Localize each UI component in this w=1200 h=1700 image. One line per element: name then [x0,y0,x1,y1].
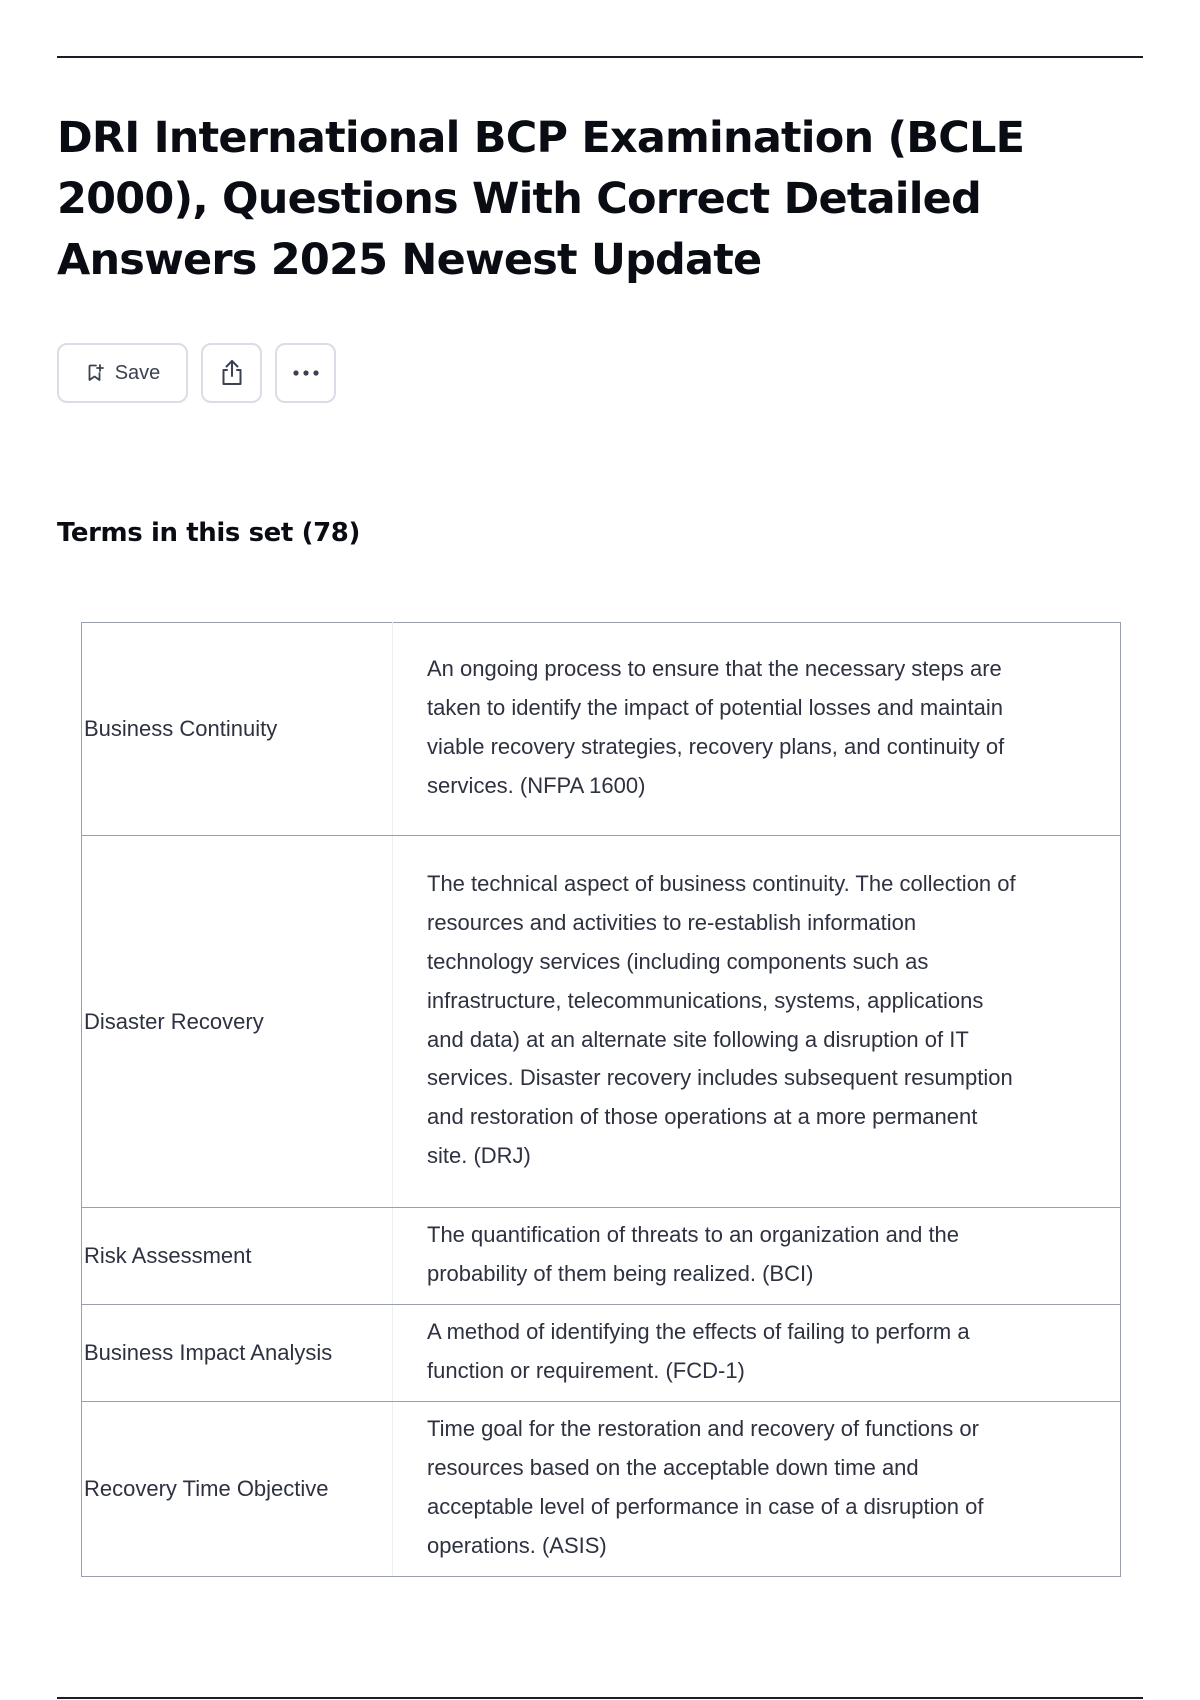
more-options-button[interactable] [275,343,336,403]
table-row [82,623,1121,836]
table-row [82,1402,1121,1577]
term-cell: Disaster Recovery [82,836,393,1208]
more-icon [292,369,320,377]
definition-cell: A method of identifying the effects of failing to perform a function or requirement. (FCD-1) [393,1305,1121,1402]
save-label: Save [114,361,161,384]
terms-heading: Terms in this set (78) [57,518,360,548]
term-cell: Risk Assessment [82,1208,393,1305]
share-icon [218,358,246,388]
term-cell: Business Continuity [82,623,393,836]
save-button[interactable] [57,343,188,403]
definition-cell: The technical aspect of business continuity. The collection of resources and activities to re-establish information technology services (including components such as infrastructure, telecommunications, systems, applications and data) at an alternate site following a disruption of IT services. Disaster recovery includes subsequent resumption and restoration of those operations at a more permanent site. (DRJ) [393,836,1121,1208]
top-divider [57,56,1143,58]
bottom-divider [57,1697,1143,1699]
table-row [82,1208,1121,1305]
terms-table [81,622,1121,1577]
term-cell: Recovery Time Objective [82,1402,393,1577]
bookmark-add-icon [85,363,105,383]
definition-cell: An ongoing process to ensure that the necessary steps are taken to identify the impact of potential losses and maintain viable recovery strategies, recovery plans, and continuity of services. (NFPA 1600) [393,623,1121,836]
table-row [82,1305,1121,1402]
table-row [82,836,1121,1208]
action-bar [57,343,336,403]
share-button[interactable] [201,343,262,403]
definition-cell: Time goal for the restoration and recovery of functions or resources based on the acceptable down time and acceptable level of performance in case of a disruption of operations. (ASIS) [393,1402,1121,1577]
page-title: DRI International BCP Examination (BCLE 2000), Questions With Correct Detailed Answers 2025 Newest Update [57,113,1025,285]
definition-cell: The quantification of threats to an organization and the probability of them being realized. (BCI) [393,1208,1121,1305]
term-cell: Business Impact Analysis [82,1305,393,1402]
